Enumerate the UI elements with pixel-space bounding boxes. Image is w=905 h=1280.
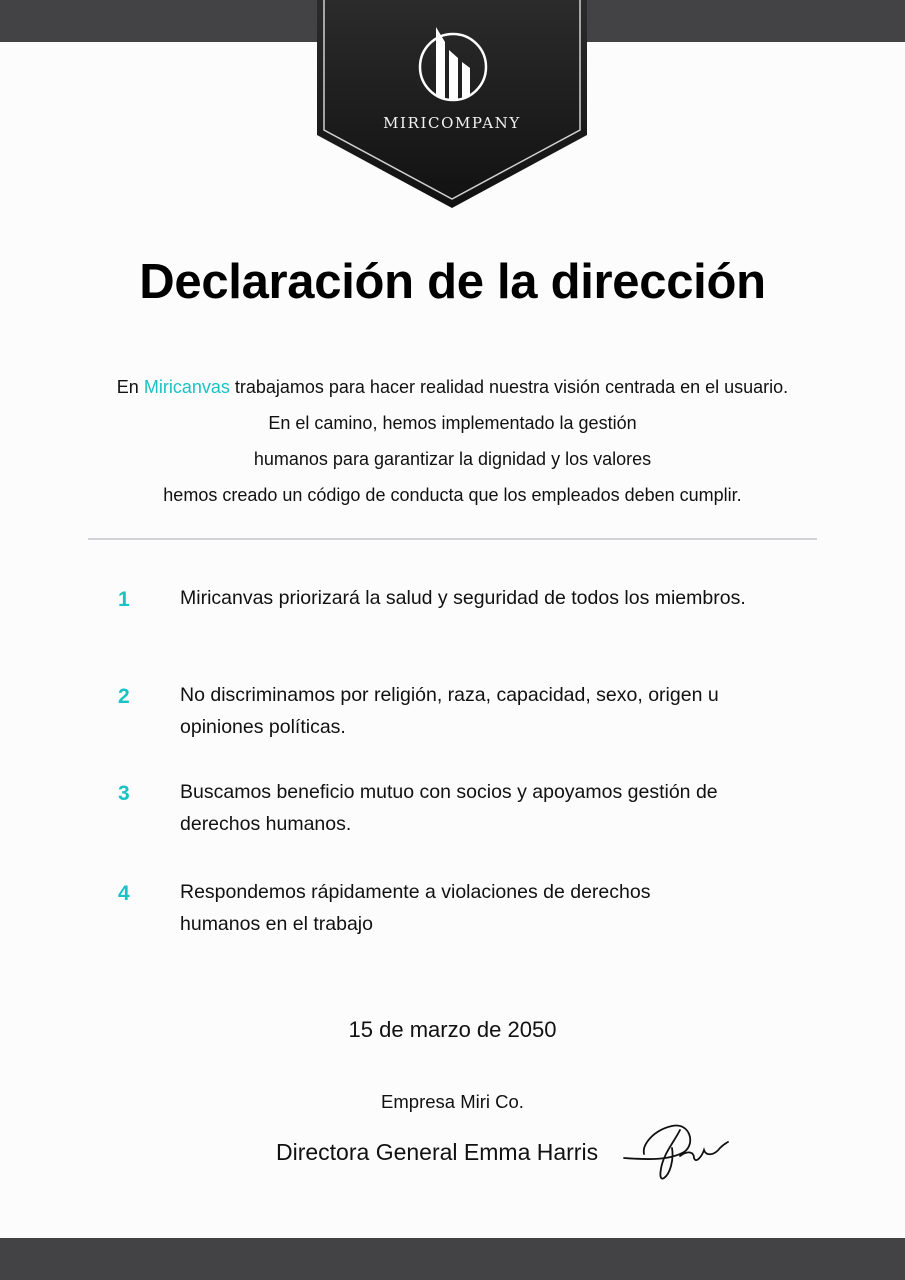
intro-line-1: [40, 369, 865, 405]
list-item: [118, 876, 818, 973]
item-number: 2: [118, 685, 130, 708]
brand-highlight: Miricanvas: [143, 377, 230, 397]
signer-name: Directora General Emma Harris: [276, 1139, 599, 1165]
company-name: Empresa Miri Co.: [381, 1091, 524, 1112]
bottom-bar: [0, 1238, 905, 1280]
list-item: [118, 776, 818, 876]
intro-line-1-rest: trabajamos para hacer realidad nuestra visión centrada en el usuario.: [229, 377, 789, 397]
brand-name: MIRICOMPANY: [383, 114, 521, 132]
intro-paragraph: [40, 369, 865, 513]
signature-icon: [610, 1108, 735, 1188]
commitment-list: [118, 582, 818, 973]
document-date: 15 de marzo de 2050: [348, 1017, 557, 1042]
item-number: 1: [118, 588, 130, 611]
brand-badge: [317, 0, 587, 208]
item-text: Miricanvas priorizará la salud y seguridad de todos los miembros.: [180, 587, 746, 609]
divider: [88, 538, 817, 540]
item-text: Buscamos beneficio mutuo con socios y apoyamos gestión de derechos humanos.: [180, 781, 718, 835]
page-title: Declaración de la dirección: [139, 255, 766, 309]
item-number: 3: [118, 782, 130, 805]
intro-line-3: humanos para garantizar la dignidad y los valores: [253, 449, 652, 469]
intro-line-4: hemos creado un código de conducta que los empleados deben cumplir.: [163, 485, 742, 505]
item-text: No discriminamos por religión, raza, capacidad, sexo, origen u opiniones políticas.: [180, 684, 719, 738]
intro-line-2: En el camino, hemos implementado la gestión: [268, 413, 637, 433]
item-text: Respondemos rápidamente a violaciones de derechos humanos en el trabajo: [180, 881, 651, 935]
intro-prefix: En: [116, 377, 144, 397]
item-number: 4: [118, 882, 130, 905]
list-item: [118, 582, 818, 679]
list-item: [118, 679, 818, 776]
